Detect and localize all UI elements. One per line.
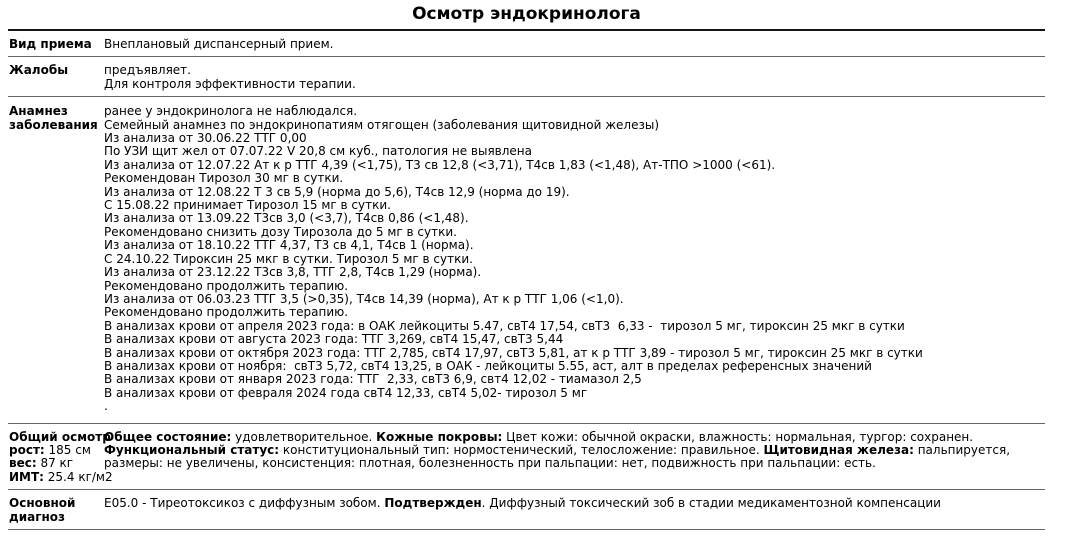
section-row-main-diagnosis [8,490,1045,530]
section-content-main-diagnosis: E05.0 - Тиреотоксикоз с диффузным зобом. Подтвержден. Диффузный токсический зоб в стадии медикаментозной компенсации [104,496,941,511]
section-content-anamnesis: ранее у эндокринолога не наблюдался. Семейный анамнез по эндокринопатиям отягощен (заболевания щитовидной железы) Из анализа от 30.06.22 ТТГ 0,00 По УЗИ щит жел от 07.07.22 V 20,8 см куб., патология не выявлена Из анализа от 12.07.22 Ат к р ТТГ 4,39 (<1,75), Т3 св 12,8 (<3,71), Т4св 1,83 (<1,48), Ат-ТПО >1000 (<61). Рекомендован Тирозол 30 мг в сутки. Из анализа от 12.08.22 Т 3 св 5,9 (норма до 5,6), Т4св 12,9 (норма до 19). С 15.08.22 принимает Тирозол 15 мг в сутки. Из анализа от 13.09.22 Т3св 3,0 (<3,7), Т4св 0,86 (<1,48). Рекомендовано снизить дозу Тирозола до 5 мг в сутки. Из анализа от 18.10.22 ТТГ 4,37, Т3 св 4,1, Т4св 1 (норма). С 24.10.22 Тироксин 25 мкг в сутки. Тирозол 5 мг в сутки. Из анализа от 23.12.22 Т3св 3,8, ТТГ 2,8, Т4св 1,29 (норма). Рекомендовано продолжить терапию. Из анализа от 06.03.23 ТТГ 3,5 (>0,35), Т4св 14,39 (норма), Ат к р ТТГ 1,06 (<1,0). Рекомендовано продолжить терапию. В анализах крови от апреля 2023 года: в ОАК лейкоциты 5.47, свТ4 17,54, свТ3 6,33 - тирозол 5 мг, тироксин 25 мкг в сутки В анализах крови от августа 2023 года: ТТГ 3,269, свТ4 15,47, свТ3 5,44 В анализах крови от октября 2023 года: ТТГ 2,785, свТ4 17,97, свТ3 5,81, ат к р ТТГ 3,89 - тирозол 5 мг, тироксин 25 мкг в сутки В анализах крови от ноября: свТ3 5,72, свТ4 13,25, в ОАК - лейкоциты 5.55, аст, алт в пределах референсных значений В анализах крови от января 2023 года: ТТГ 2,33, свТ3 6,9, свт4 12,02 - тиамазол 2,5 В анализах крови от февраля 2024 года свТ4 12,33, свТ4 5,02- тирозол 5 мг . [104,104,923,414]
section-label-complaints: Жалобы [9,63,69,78]
section-label-anamnesis: Анамнез заболевания [9,104,98,132]
section-row-visit-type [8,31,1045,57]
page-title: Осмотр эндокринолога [8,0,1045,31]
medical-record-document [8,0,1045,530]
section-label-visit-type: Вид приема [9,37,92,51]
section-row-complaints [8,57,1045,97]
section-content-general-exam: Общее состояние: удовлетворительное. Кожные покровы: Цвет кожи: обычной окраски, влажность: нормальная, тургор: сохранен. Функциональный статус: конституциональный тип: нормостенический, телосложение: правильное. Щитовидная железа: пальпируется, размеры: не увеличены, консистенция: плотная, болезненность при пальпации: нет, подвижность при пальпации: есть. [104,429,1011,471]
section-label-main-diagnosis: Основной диагноз [9,496,76,524]
section-content-visit-type: Внеплановый диспансерный прием. [104,37,334,51]
section-content-complaints: предъявляет. Для контроля эффективности терапии. [104,63,356,91]
section-label-general-exam: Общий осмотр рост: 185 см вес: 87 кг ИМТ: 25.4 кг/м2 [9,429,113,484]
section-row-general-exam [8,424,1045,491]
section-row-anamnesis [8,97,1045,423]
